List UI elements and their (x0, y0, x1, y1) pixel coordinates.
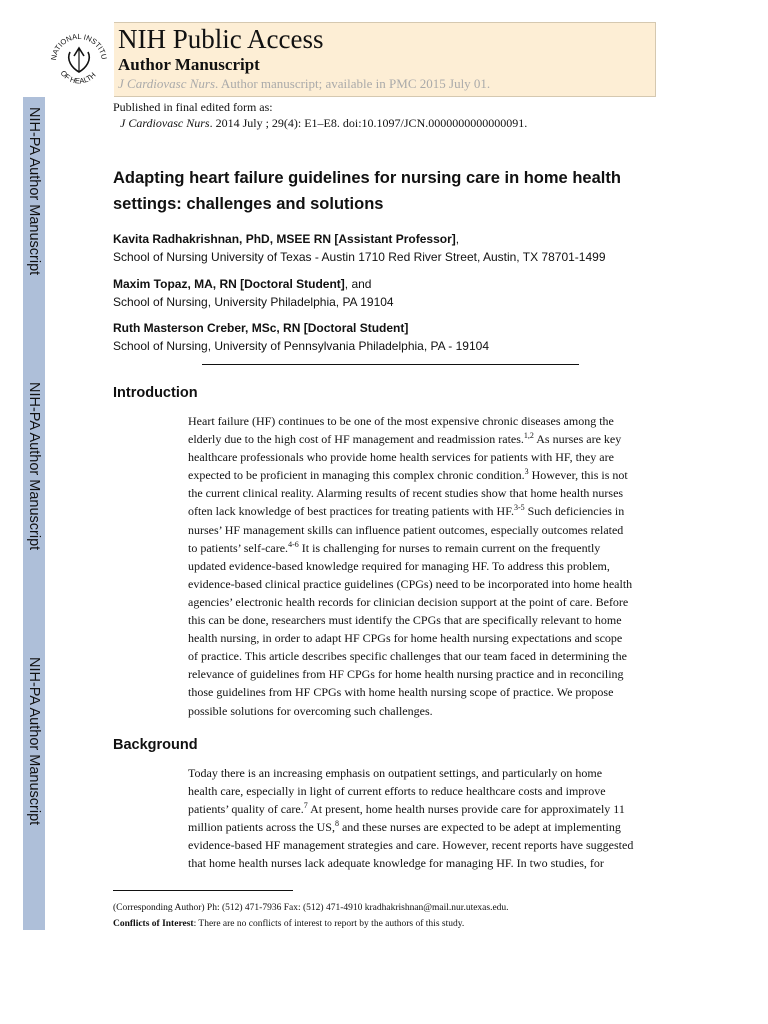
sidebar-label-1: NIH-PA Author Manuscript (26, 107, 42, 276)
text-line: evidence-based clinical practice guidelines (CPGs) need to be incorporated into home health (188, 576, 633, 591)
text-line: possible solutions for overcoming such challenges. (188, 703, 433, 718)
banner-journal-line (118, 76, 490, 92)
sidebar-label-3: NIH-PA Author Manuscript (26, 657, 42, 826)
text-line: nurses’ HF management skills can influence patient outcomes, especially outcomes related (188, 522, 624, 537)
text-line: elderly due to the high cost of HF management and readmission rates.$^{1,2}$ As nurses are key (188, 431, 622, 447)
published-in (113, 99, 527, 131)
corresponding-author-note: (Corresponding Author) Ph: (512) 471-7936 Fax: (512) 471-4910 kradhakrishnan@mail.nur.utexas.edu. (113, 903, 509, 913)
text-line: of practice. This article describes specific challenges that our team faced in determining the (188, 649, 627, 664)
background-heading: Background (113, 737, 198, 753)
text-line: those guidelines from HF CPGs with home health nursing scope of practice. We propose (188, 685, 614, 700)
text-line: Today there is an increasing emphasis on outpatient settings, and particularly on home (188, 766, 603, 780)
citation-ref[interactable]: 7 (303, 801, 308, 811)
text-line: this can be done, researchers must identify the CPGs that are specifically relevant to home (188, 613, 622, 628)
author-name: Kavita Radhakrishnan, PhD, MSEE RN [Assistant Professor] (113, 232, 456, 246)
text-line: to patients’ self-care.$^{4-6}$ It is challenging for nurses to remain current on the frequently (188, 539, 601, 555)
introduction-paragraph (188, 412, 658, 720)
citation-ref[interactable]: 8 (334, 819, 339, 829)
author-affiliation: School of Nursing, University of Pennsylvania Philadelphia, PA - 19104 (113, 339, 489, 353)
article-title-line-1: Adapting heart failure guidelines for nursing care in home health (113, 169, 621, 187)
published-citation (113, 115, 527, 131)
text-line: the current clinical reality. Alarming results of recent studies show that home health nurses (188, 486, 624, 501)
banner-availability: . Author manuscript; available in PMC 2015 July 01. (215, 76, 491, 91)
text-line: relevance of guidelines from HF CPGs for home health nursing practice and in reconciling (188, 667, 624, 682)
text-line: evidence-based HF management strategies and care. However, recent reports have suggested (188, 838, 634, 853)
published-journal: J Cardiovasc Nurs (120, 116, 210, 130)
author-name-line (113, 231, 606, 248)
text-line: often lack knowledge of best practices for treating patients with HF.$^{3-5}$ Such deficiencies in (188, 503, 625, 519)
author-suffix: , (455, 232, 460, 246)
svg-text:NATIONAL INSTITUTES: NATIONAL INSTITU (48, 31, 109, 61)
svg-text:OF HEALTH: OF HEALTH (58, 68, 98, 86)
author-affiliation: School of Nursing University of Texas - Austin 1710 Red River Street, Austin, TX 78701-1499 (113, 250, 606, 264)
text-line: that home health nurses lack adequate knowledge for managing HF. In two studies, for (188, 856, 604, 871)
article-title-line-2: settings: challenges and solutions (113, 195, 384, 213)
published-label: Published in final edited form as: (113, 100, 273, 114)
text-line: updated evidence-based knowledge required for managing HF. To address this problem, (188, 558, 610, 573)
coi-label: Conflicts of Interest (113, 919, 194, 929)
author-name: Maxim Topaz, MA, RN [Doctoral Student] (113, 277, 345, 291)
text-line: Heart failure (HF) continues to be one of the most expensive chronic diseases among the (188, 414, 614, 428)
citation-ref[interactable]: 3-5 (513, 503, 525, 513)
background-paragraph (188, 764, 658, 873)
banner-title: NIH Public Access (118, 24, 324, 54)
citation-ref[interactable]: 1,2 (523, 431, 534, 441)
text-line: million patients across the US,$^8$ and these nurses are expected to be adept at implementing (188, 819, 621, 835)
introduction-heading: Introduction (113, 385, 198, 401)
text-line: health nursing, in order to adapt HF CPGs for home health nursing expectations and scope (188, 631, 623, 646)
author-name: Ruth Masterson Creber, MSc, RN [Doctoral Student] (113, 321, 409, 335)
citation-ref[interactable]: 4-6 (288, 539, 299, 549)
author-affiliation: School of Nursing, University Philadelphia, PA 19104 (113, 295, 394, 309)
author-name-line (113, 276, 394, 293)
text-line: agencies’ electronic health records for clinician decision support at the point of care. Before (188, 594, 629, 609)
author-divider (202, 364, 579, 365)
sidebar-label-2: NIH-PA Author Manuscript (26, 382, 42, 551)
article-title (113, 165, 673, 217)
banner-journal-abbr: J Cardiovasc Nurs (118, 76, 216, 91)
author-block-1 (113, 231, 606, 266)
banner-subtitle: Author Manuscript (118, 55, 260, 74)
author-name-line (113, 320, 489, 337)
coi-text: : There are no conflicts of interest to report by the authors of this study. (193, 919, 465, 929)
conflicts-of-interest-note (113, 919, 464, 929)
author-suffix: , and (344, 277, 372, 291)
text-line: patients’ quality of care.$^7$ At present, home health nurses provide care for approximately 11 (188, 801, 625, 817)
author-block-3 (113, 320, 489, 355)
citation-ref[interactable]: 3 (524, 467, 529, 477)
text-line: expected to be proficient in managing this complex chronic condition.$^3$ However, this is not (188, 467, 628, 483)
text-line: health care, especially in light of current efforts to reduce healthcare costs and improve (188, 784, 606, 799)
nih-pa-sidebar (23, 97, 45, 930)
published-citation-text: . 2014 July ; 29(4): E1–E8. doi:10.1097/JCN.0000000000000091. (209, 116, 528, 130)
nih-logo (44, 22, 114, 97)
author-block-2 (113, 276, 394, 311)
footnote-divider (113, 890, 293, 891)
text-line: healthcare professionals who provide home health services for patients with HF, they are (188, 450, 614, 465)
